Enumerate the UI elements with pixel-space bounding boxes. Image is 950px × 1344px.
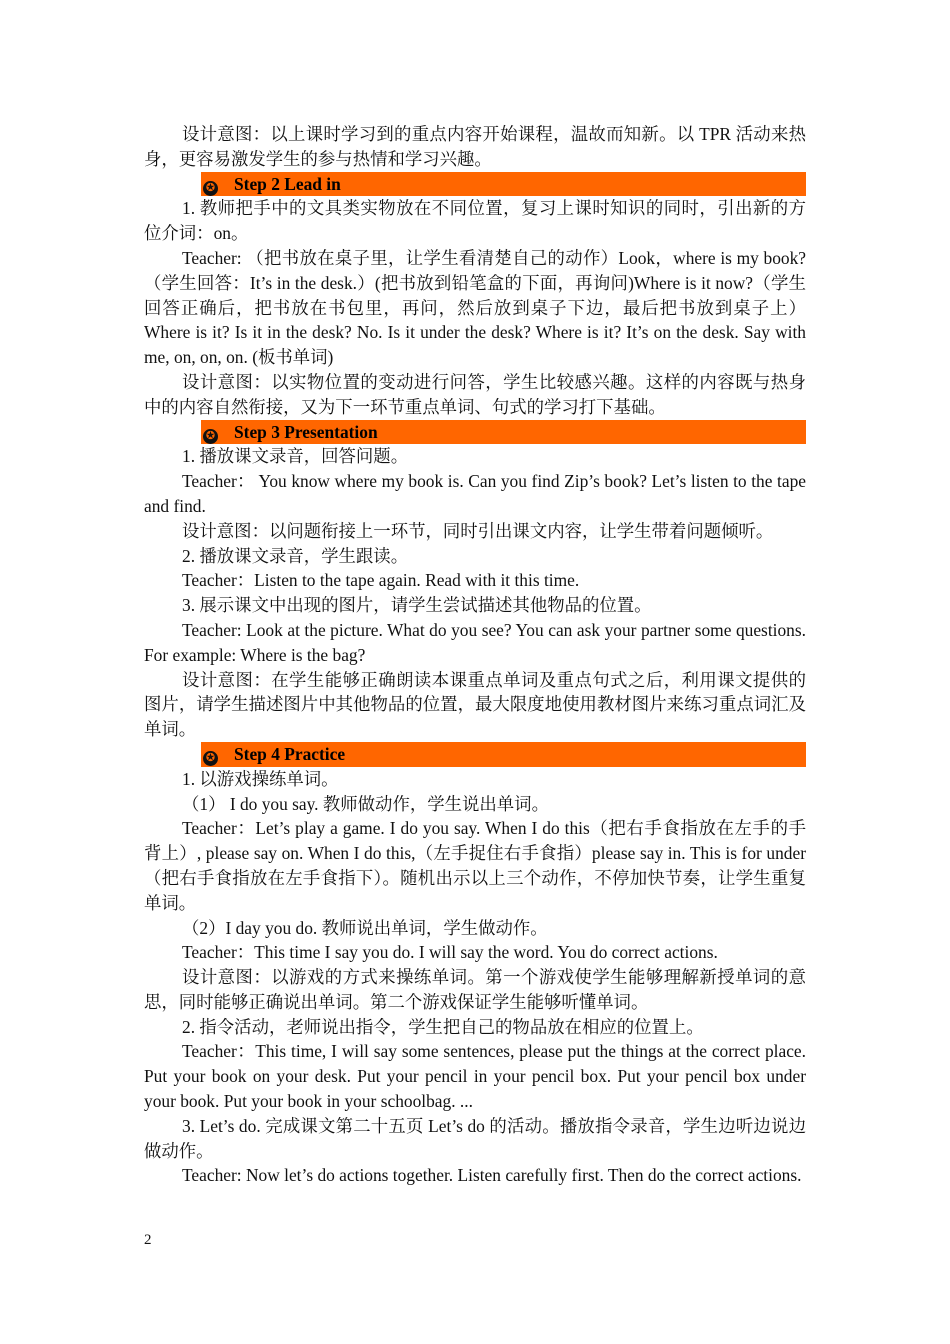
practice-item-2: 2. 指令活动，老师说出指令，学生把自己的物品放在相应的位置上。 <box>182 1016 704 1037</box>
presentation-item-2: 2. 播放课文录音，学生跟读。 <box>182 545 409 566</box>
document-body <box>144 122 806 1188</box>
page-number: 2 <box>144 1232 152 1248</box>
practice-item-1: 1. 以游戏操练单词。 <box>182 768 339 789</box>
design-intent-presentation-2: 设计意图：在学生能够正确朗读本课重点单词及重点句式之后，利用课文提供的图片，请学生描述图片中其他物品的位置，最大限度地使用教材图片来练习重点词汇及单词。 <box>144 669 806 740</box>
star-bullet-icon: ✪ <box>203 429 218 444</box>
star-bullet-icon: ✪ <box>203 751 218 766</box>
practice-game-2: （2）I day you do. 教师说出单词，学生做动作。 <box>182 917 548 938</box>
star-bullet-icon: ✪ <box>203 181 218 196</box>
lead-in-item-1: 1. 教师把手中的文具类实物放在不同位置，复习上课时知识的同时，引出新的方位介词：on。 <box>144 198 806 244</box>
design-intent-lead-in: 设计意图：以实物位置的变动进行问答，学生比较感兴趣。这样的内容既与热身中的内容自然衔接，又为下一环节重点单词、句式的学习打下基础。 <box>144 371 806 417</box>
step-3-heading <box>201 420 806 445</box>
presentation-teacher-2: Teacher：Listen to the tape again. Read with it this time. <box>182 570 580 591</box>
practice-teacher-game-2: Teacher：This time I say you do. I will say the word. You do correct actions. <box>182 942 718 963</box>
step-4-heading <box>201 742 806 767</box>
step-2-heading <box>201 172 806 197</box>
practice-teacher-game-1: Teacher：Let’s play a game. I do you say. When I do this（把右手食指放在左手的手背上）, please say on. When I do this,（左手捉住右手食指）please say in. This is for under（把右手食指放在左手食指下）。随机出示以上三个动作，不停加快节奏，让学生重复单词。 <box>144 818 806 913</box>
practice-game-1: （1） I do you say. 教师做动作，学生说出单词。 <box>182 793 549 814</box>
design-intent-warmup: 设计意图：以上课时学习到的重点内容开始课程，温故而知新。以 TPR 活动来热身，更容易激发学生的参与热情和学习兴趣。 <box>144 124 806 169</box>
presentation-item-1: 1. 播放课文录音，回答问题。 <box>182 446 409 467</box>
design-intent-presentation-1: 设计意图：以问题衔接上一环节，同时引出课文内容，让学生带着问题倾听。 <box>182 520 774 541</box>
presentation-teacher-3: Teacher: Look at the picture. What do you see? You can ask your partner some questions. For example: Where is the bag? <box>144 619 806 665</box>
presentation-item-3: 3. 展示课文中出现的图片，请学生尝试描述其他物品的位置。 <box>182 595 652 616</box>
practice-item-3: 3. Let’s do. 完成课文第二十五页 Let’s do 的活动。播放指令录音，学生边听边说边做动作。 <box>144 1115 806 1161</box>
design-intent-practice: 设计意图：以游戏的方式来操练单词。第一个游戏使学生能够理解新授单词的意思，同时能够正确说出单词。第二个游戏保证学生能够听懂单词。 <box>144 967 806 1012</box>
presentation-teacher-1: Teacher： You know where my book is. Can you find Zip’s book? Let’s listen to the tape and find. <box>144 471 806 516</box>
practice-teacher-instructions: Teacher：This time, I will say some sentences, please put the things at the correct place. Put your book on your desk. Put your pencil in your pencil box. Put your pencil box under your book. Put your book in your schoolbag. ... <box>144 1041 806 1112</box>
practice-teacher-actions: Teacher: Now let’s do actions together. Listen carefully first. Then do the correct actions. <box>182 1165 802 1186</box>
lead-in-teacher-dialogue: Teacher: （把书放在桌子里，让学生看清楚自己的动作）Look，where is my book?（学生回答：It’s in the desk.）(把书放到铅笔盒的下面，再询问)Where is it now?（学生回答正确后，把书放在书包里，再问，然后放到桌子下边，最后把书放到桌子上）Where is it? Is it in the desk? No. Is it under the desk? Where is it? It’s on the desk. Say with me, on, on, on. (板书单词) <box>144 247 806 368</box>
step-2-label: Step 2 Lead in <box>234 173 341 194</box>
step-3-label: Step 3 Presentation <box>234 421 378 442</box>
step-4-label: Step 4 Practice <box>234 743 346 764</box>
